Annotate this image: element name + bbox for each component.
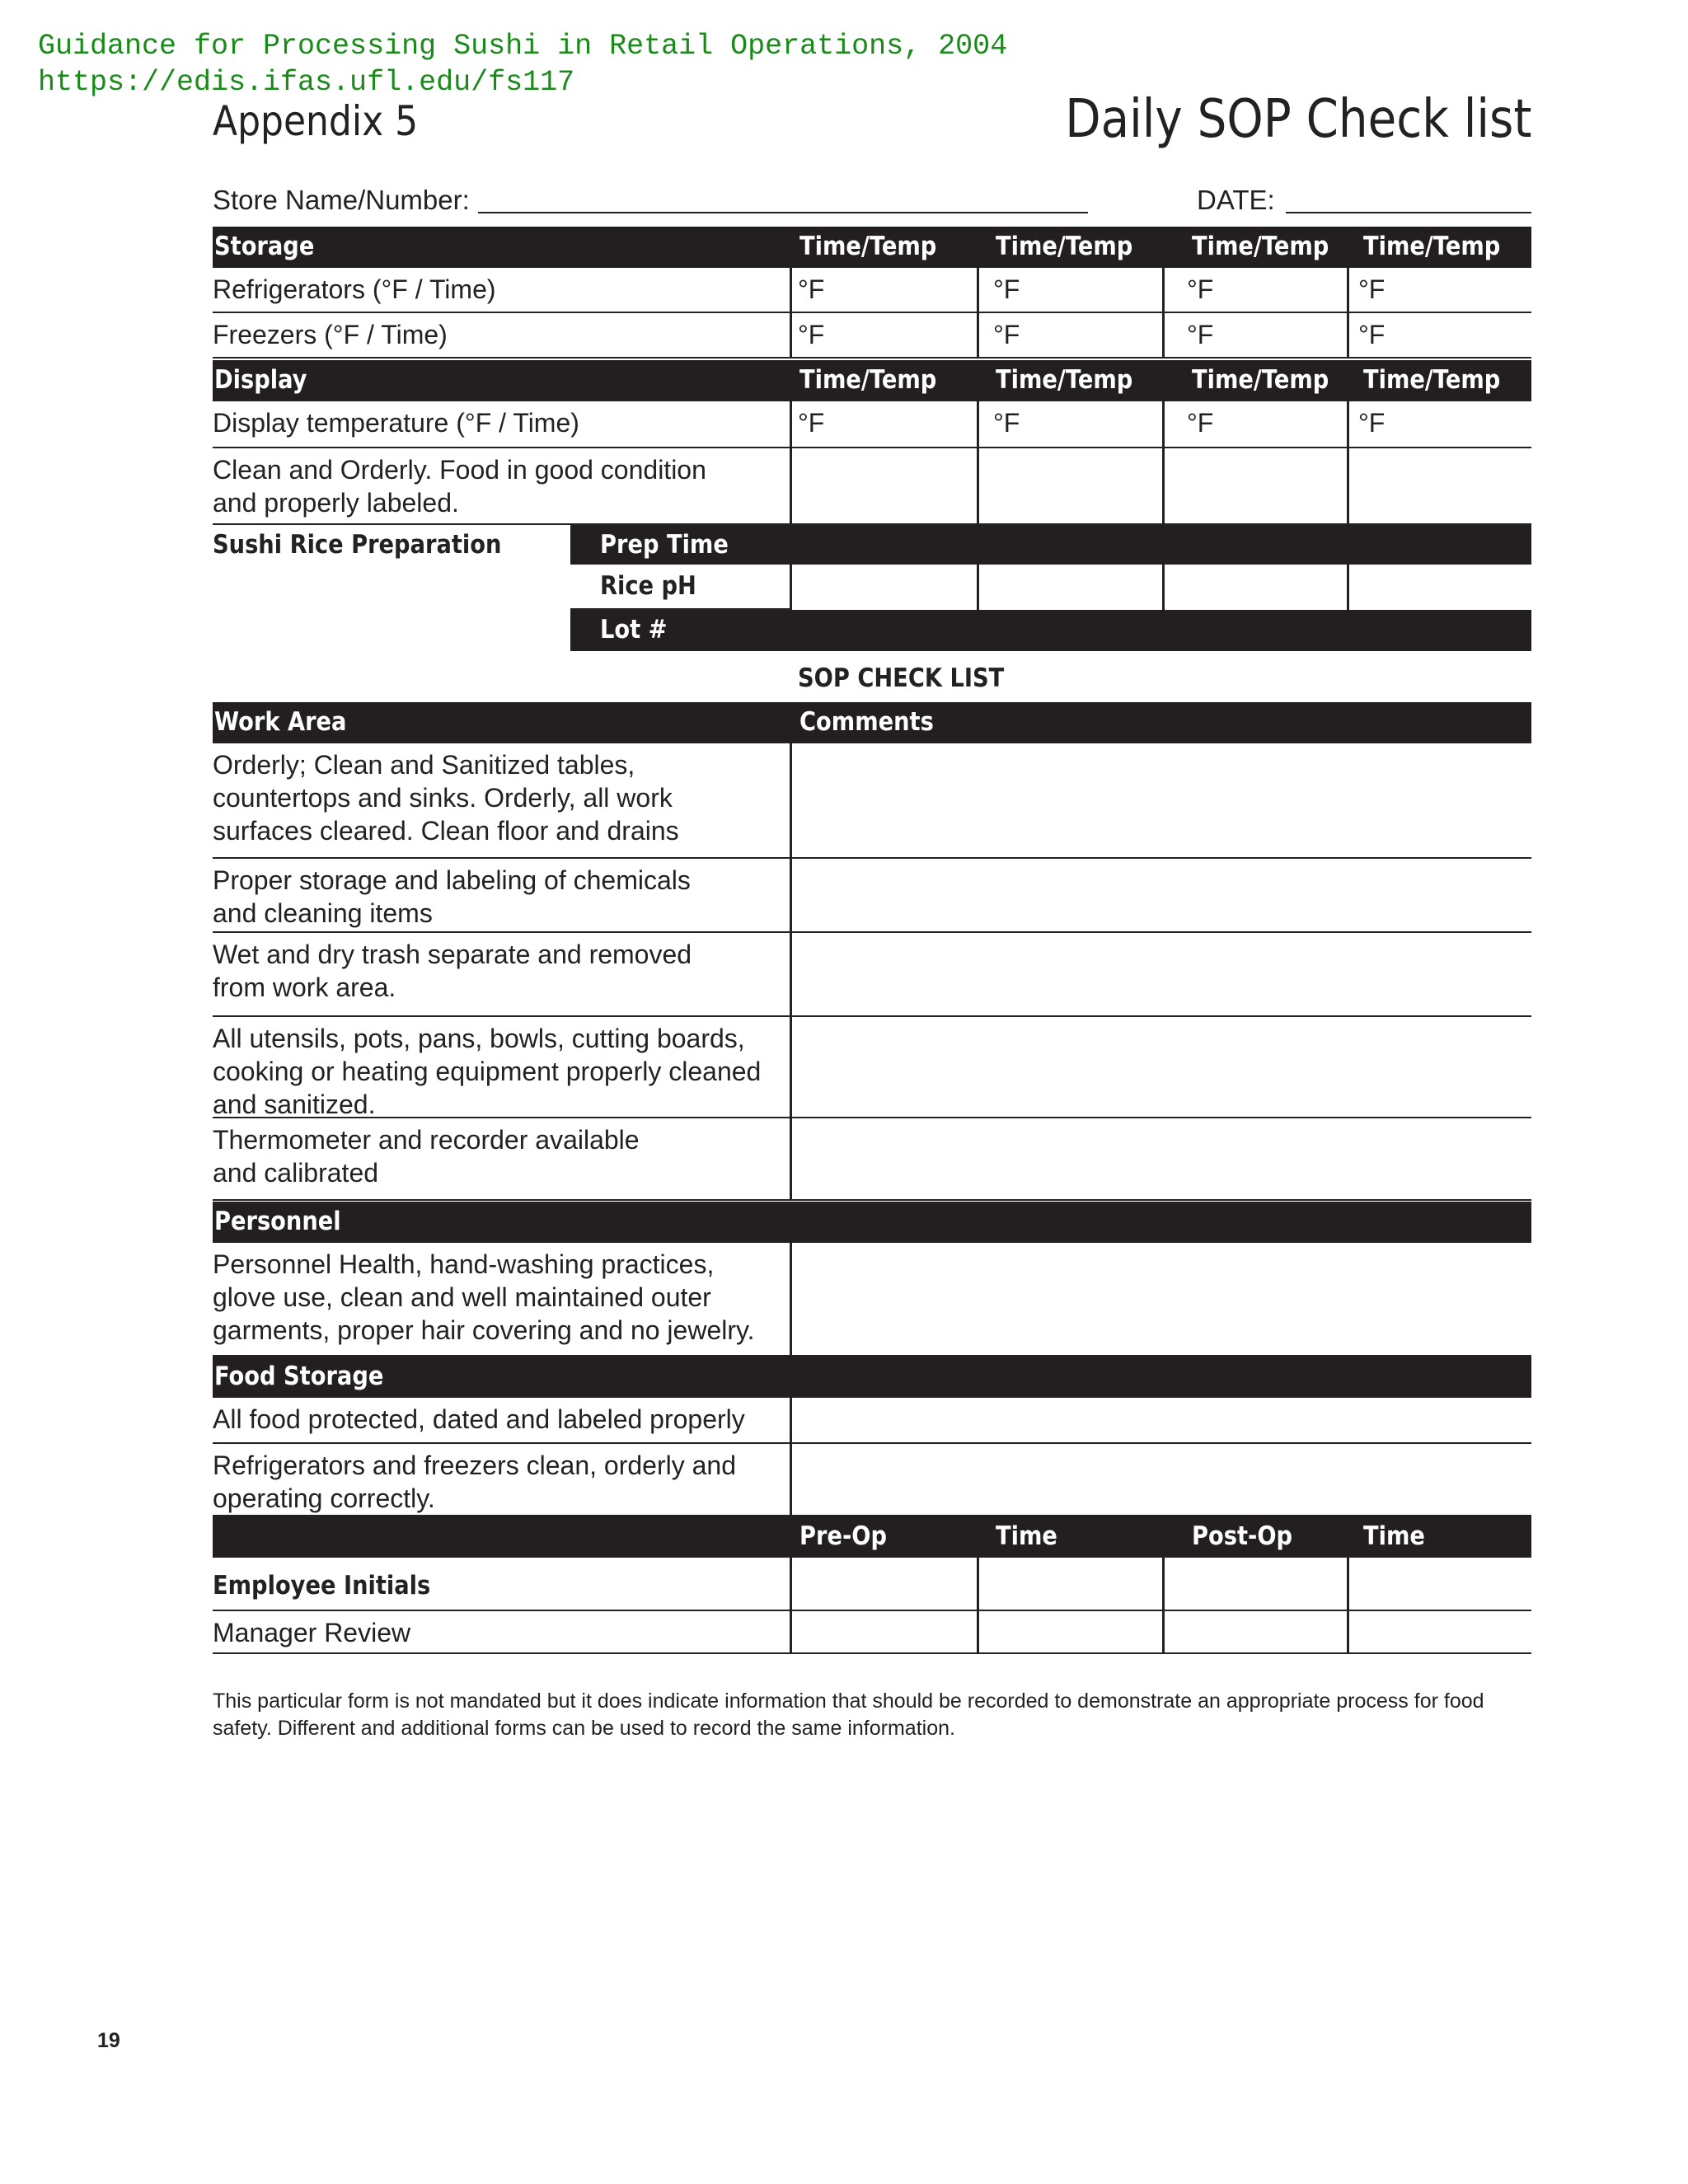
table-row <box>213 1017 1531 1118</box>
appendix-label: Appendix 5 <box>213 97 419 145</box>
date-field[interactable] <box>1286 212 1531 213</box>
page-number: 19 <box>97 2029 120 2052</box>
table-row-display-temp <box>213 401 1531 448</box>
prep-time-band <box>570 525 1531 565</box>
pre-op-heading: Pre-Op <box>799 1521 887 1551</box>
source-url[interactable]: https://edis.ifas.ufl.edu/fs117 <box>38 66 575 99</box>
row-label: Thermometer and recorder available and calibrated <box>213 1125 640 1188</box>
temp-cell[interactable]: °F <box>1358 408 1386 438</box>
row-label: Orderly; Clean and Sanitized tables, countertops and sinks. Orderly, all work surfaces cleared. Clean floor and drains <box>213 750 679 846</box>
time-heading-2: Time <box>1363 1521 1425 1551</box>
signoff-header <box>213 1516 1531 1558</box>
row-label: Personnel Health, hand-washing practices, glove use, clean and well maintained outer garments, proper hair covering and no jewelry. <box>213 1249 755 1345</box>
temp-cell[interactable]: °F <box>993 320 1020 349</box>
store-name-field[interactable] <box>478 212 1088 213</box>
table-row-refrigerators <box>213 268 1531 313</box>
work-area-header <box>213 702 1531 743</box>
table-row-manager-review <box>213 1611 1531 1654</box>
temp-cell[interactable]: °F <box>993 408 1020 438</box>
work-area-heading: Work Area <box>214 707 347 737</box>
food-storage-header <box>213 1357 1531 1398</box>
table-row <box>213 1444 1531 1516</box>
store-date-fields <box>213 181 1531 223</box>
time-temp-col-3: Time/Temp <box>1192 365 1329 395</box>
post-op-heading: Post-Op <box>1192 1521 1293 1551</box>
rice-ph-label-cell <box>570 565 790 610</box>
table-row <box>213 1398 1531 1444</box>
row-label: Display temperature (°F / Time) <box>213 408 579 438</box>
source-title: Guidance for Processing Sushi in Retail Operations, 2004 <box>38 30 1008 63</box>
table-row <box>213 1118 1531 1201</box>
table-row-freezers <box>213 313 1531 359</box>
display-header <box>213 360 1531 401</box>
table-row <box>213 743 1531 859</box>
temp-cell[interactable]: °F <box>1358 320 1386 349</box>
time-temp-col-2: Time/Temp <box>996 365 1133 395</box>
date-label: DATE: <box>1197 185 1275 215</box>
temp-cell[interactable]: °F <box>1187 408 1214 438</box>
prep-time-label: Prep Time <box>600 530 729 560</box>
display-heading: Display <box>214 365 307 395</box>
time-heading-1: Time <box>996 1521 1057 1551</box>
manager-review-label: Manager Review <box>213 1618 411 1647</box>
rice-prep-heading: Sushi Rice Preparation <box>213 530 502 560</box>
rice-ph-cells <box>790 565 1531 610</box>
lot-number-band <box>570 610 1531 651</box>
personnel-heading: Personnel <box>214 1207 341 1236</box>
time-temp-col-2: Time/Temp <box>996 232 1133 261</box>
temp-cell[interactable]: °F <box>798 320 825 349</box>
rice-ph-label: Rice pH <box>600 571 696 601</box>
comments-heading: Comments <box>799 707 934 737</box>
store-label: Store Name/Number: <box>213 185 470 215</box>
temp-cell[interactable]: °F <box>1358 274 1386 304</box>
table-row <box>213 859 1531 933</box>
time-temp-col-4: Time/Temp <box>1363 232 1501 261</box>
row-label: Freezers (°F / Time) <box>213 320 448 349</box>
table-row-display-clean <box>213 448 1531 525</box>
sop-checklist-title: SOP CHECK LIST <box>798 663 1005 693</box>
time-temp-col-1: Time/Temp <box>799 232 937 261</box>
time-temp-col-1: Time/Temp <box>799 365 937 395</box>
temp-cell[interactable]: °F <box>798 408 825 438</box>
storage-header <box>213 227 1531 268</box>
row-label: Refrigerators (°F / Time) <box>213 274 496 304</box>
temp-cell[interactable]: °F <box>1187 274 1214 304</box>
row-label: Wet and dry trash separate and removed from work area. <box>213 940 692 1002</box>
temp-cell[interactable]: °F <box>1187 320 1214 349</box>
footnote: This particular form is not mandated but it does indicate information that should be recorded to demonstrate an appropriate process for food safety. Different and additional forms can be used to record the same information. <box>213 1690 1484 1740</box>
row-label: All utensils, pots, pans, bowls, cutting boards, cooking or heating equipment properly cleaned and sanitized. <box>213 1024 762 1119</box>
storage-heading: Storage <box>214 232 315 261</box>
food-storage-heading: Food Storage <box>214 1361 384 1391</box>
employee-initials-label: Employee Initials <box>213 1571 431 1601</box>
row-label: Clean and Orderly. Food in good condition and properly labeled. <box>213 455 706 518</box>
lot-number-label: Lot # <box>600 615 668 644</box>
temp-cell[interactable]: °F <box>798 274 825 304</box>
table-row <box>213 1243 1531 1357</box>
page-title: Daily SOP Check list <box>1064 89 1531 150</box>
time-temp-col-3: Time/Temp <box>1192 232 1329 261</box>
row-label: All food protected, dated and labeled properly <box>213 1404 745 1434</box>
source-citation <box>38 28 1007 101</box>
personnel-header <box>213 1202 1531 1243</box>
table-row-employee-initials <box>213 1558 1531 1611</box>
temp-cell[interactable]: °F <box>993 274 1020 304</box>
row-label: Refrigerators and freezers clean, orderly and operating correctly. <box>213 1451 736 1513</box>
time-temp-col-4: Time/Temp <box>1363 365 1501 395</box>
row-label: Proper storage and labeling of chemicals and cleaning items <box>213 865 691 928</box>
table-row <box>213 933 1531 1017</box>
